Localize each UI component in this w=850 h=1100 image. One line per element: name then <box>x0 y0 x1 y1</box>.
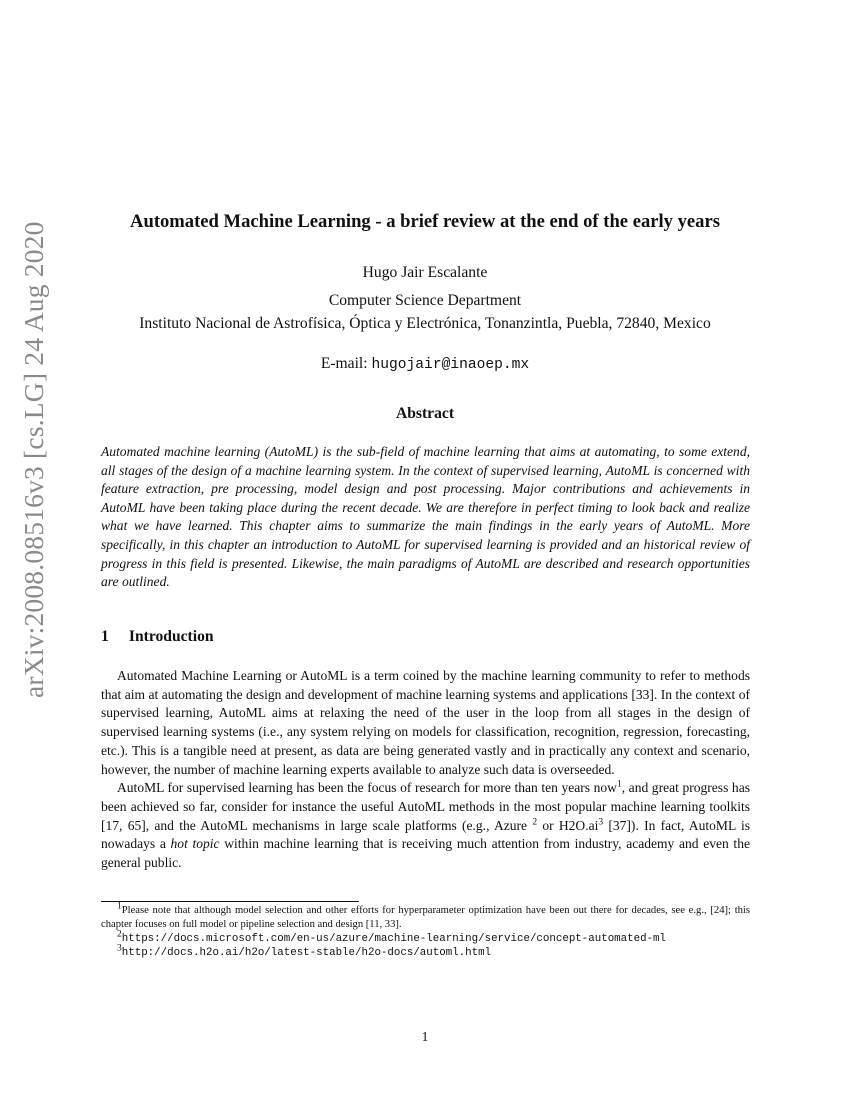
email-label: E-mail: <box>320 355 368 372</box>
footnote-ref-2[interactable]: 2 <box>532 817 538 828</box>
footnotes <box>101 901 750 961</box>
page-number: 1 <box>421 1029 429 1044</box>
intro-paragraph-1: Automated Machine Learning or AutoML is a term coined by the machine learning community to refer to methods that aim at automating the design and development of machine learning systems and applications [33]. In the context of supervised learning, AutoML aims at relaxing the need of the user in the loop from all stages in the design of supervised learning systems (i.e., any system relying on models for classification, recognition, regression, forecasting, etc.). This is a tangible need at present, as data are being generated vastly and in practically any context and scenario, however, the number of machine learning experts available to analyze such data is overseeded. <box>101 668 750 777</box>
footnote-2-link[interactable]: https://docs.microsoft.com/en-us/azure/machine-learning/service/concept-automated-ml <box>121 932 667 945</box>
footnote-3: $^3$http://docs.h2o.ai/h2o/latest-stable/h2o-docs/automl.html <box>117 943 492 960</box>
abstract-text: Automated machine learning (AutoML) is the sub-field of machine learning that aims at automating, to some extend, all stages of the design of a machine learning system. In the context of supervised learning, AutoML is concerned with feature extraction, pre processing, model design and post processing. Major contributions and achievements in AutoML have been taking place during the recent decade. We are therefore in perfect timing to look back and realize what we have learned. This chapter aims to summarize the main findings in the early years of AutoML. More specifically, in this chapter an introduction to AutoML for supervised learning is provided and an historical review of progress in this field is presented. Likewise, the main paradigms of AutoML are described and research opportunities are outlined. <box>101 444 750 590</box>
footnote-ref-3[interactable]: 3 <box>598 817 604 828</box>
abstract-heading: Abstract <box>395 405 455 422</box>
emphasis-hot-topic: hot topic <box>170 836 220 852</box>
author-email-line <box>100 354 750 375</box>
footnote-1: $^1$Please note that although model selection and other efforts for hyperparameter optimization have been out there for decades, see e.g., [24]; this chapter focuses on full model or pipeline selection and design [11, 33]. <box>101 901 750 930</box>
paper-title: Automated Machine Learning - a brief review at the end of the early years <box>130 211 720 232</box>
section-heading-introduction <box>101 627 751 647</box>
author-name: Hugo Jair Escalante <box>362 264 488 281</box>
footnote-ref-1[interactable]: 1 <box>616 779 622 790</box>
intro-paragraph-2: AutoML for supervised learning has been the focus of research for more than ten years now$^1$, and great progress has been achieved so far, consider for instance the useful AutoML methods in the most popular machine learning toolkits [17, 65], and the AutoML mechanisms in large scale platforms (e.g., Azure $^2$ or $H2O.ai^3$ [37]). In fact, AutoML is nowadays a hot topic within machine learning that is receiving much attention from industry, academy and even the general public. <box>101 779 751 871</box>
introduction-body <box>101 667 750 873</box>
footnote-2: $^2$https://docs.microsoft.com/en-us/azure/machine-learning/service/concept-automated-ml <box>117 929 667 945</box>
section-title: Introduction <box>128 628 214 645</box>
footnote-separator <box>101 901 359 902</box>
footnote-3-link[interactable]: http://docs.h2o.ai/h2o/latest-stable/h2o-docs/automl.html <box>121 947 492 960</box>
author-institution: Instituto Nacional de Astrofísica, Óptica y Electrónica, Tonanzintla, Puebla, 72840, Mexico <box>139 315 711 332</box>
arxiv-identifier-stamp: arXiv:2008.08516v3 [cs.LG] 24 Aug 2020 <box>18 221 49 698</box>
section-number: 1 <box>101 628 109 645</box>
author-department: Computer Science Department <box>328 292 522 309</box>
email-address[interactable]: hugojair@inaoep.mx <box>371 357 530 373</box>
